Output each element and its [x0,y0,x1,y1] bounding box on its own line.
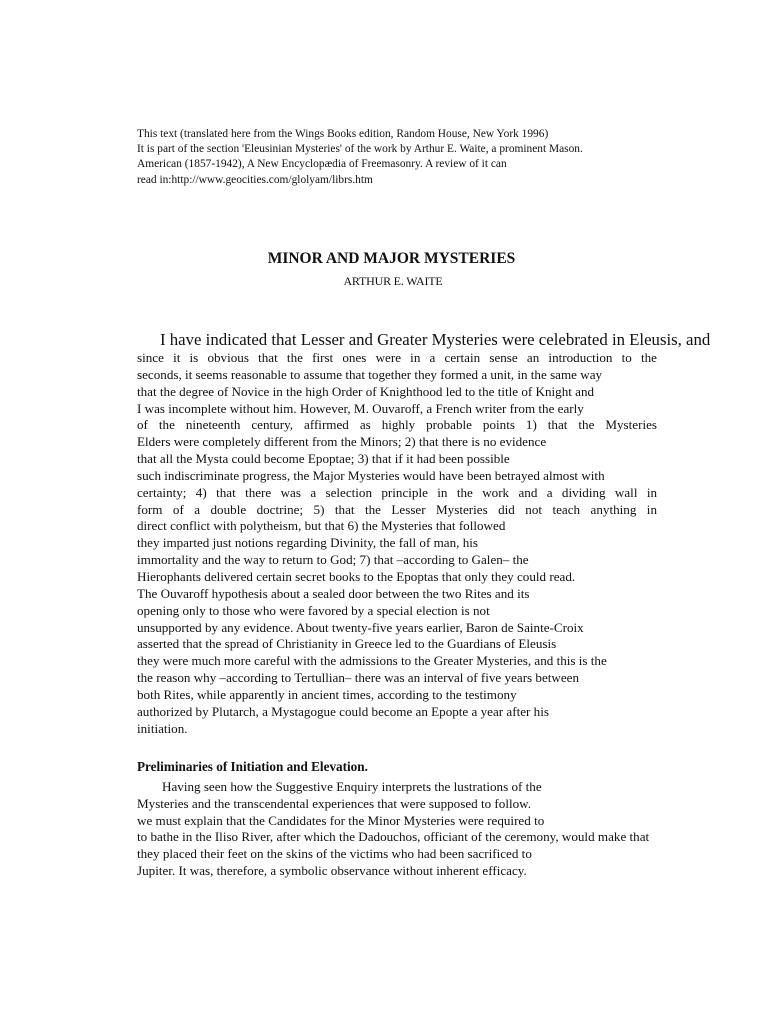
paragraph-2 [137,779,657,880]
opening-line: I have indicated that Lesser and Greater Mysteries were celebrated in Eleusis, and [160,330,711,349]
text-line: Having seen how the Suggestive Enquiry interprets the lustrations of the [162,779,542,794]
translation-note [137,127,657,188]
note-line: This text (translated here from the Wings Books edition, Random House, New York 1996) [137,128,549,140]
note-line: American (1857-1942), A New Encyclopædia of Freemasonry. A review of it can [137,158,507,171]
text-line: initiation. [137,720,188,736]
text-line: of the nineteenth century, affirmed as highly probable points 1) that the Mysteries [137,417,657,433]
text-line: form of a double doctrine; 5) that the Lesser Mysteries did not teach anything in [137,501,657,517]
section-heading: Preliminaries of Initiation and Elevation. [137,759,368,774]
text-line: certainty; 4) that there was a selection principle in the work and a dividing wall in [137,484,657,500]
text-line: they placed their feet on the skins of the victims who had been sacrificed to [137,846,532,862]
text-line: authorized by Plutarch, a Mystagogue could become an Epopte a year after his [137,703,549,719]
paragraph-1 [137,350,657,737]
text-line: immortality and the way to return to God; 7) that –according to Galen– the [137,552,529,568]
text-line: we must explain that the Candidates for the Minor Mysteries were required to [137,812,545,828]
text-line: both Rites, while apparently in ancient times, according to the testimony [137,686,517,702]
text-line: I was incomplete without him. However, M. Ouvaroff, a French writer from the early [137,400,584,416]
text-line: Mysteries and the transcendental experiences that were supposed to follow. [137,795,532,811]
text-line: they imparted just notions regarding Divinity, the fall of man, his [137,535,478,551]
text-line: The Ouvaroff hypothesis about a sealed door between the two Rites and its [137,585,530,601]
text-line: seconds, it seems reasonable to assume that together they formed a unit, in the same way [137,366,603,382]
text-line: direct conflict with polytheism, but that 6) the Mysteries that followed [137,518,506,534]
author-name: ARTHUR E. WAITE [343,274,443,288]
note-line: It is part of the section 'Eleusinian Mysteries' of the work by Arthur E. Waite, a prominent Mason. [137,143,583,156]
text-line: they were much more careful with the admissions to the Greater Mysteries, and this is the [137,653,607,669]
text-line: Elders were completely different from the Minors; 2) that there is no evidence [137,434,547,450]
text-line: that the degree of Novice in the high Order of Knighthood led to the title of Knight and [137,383,595,399]
text-line: Jupiter. It was, therefore, a symbolic observance without inherent efficacy. [137,862,527,878]
text-line: opening only to those who were favored by a special election is not [137,602,490,618]
text-line: since it is obvious that the first ones were in a certain sense an introduction to the [137,350,657,365]
text-line: to bathe in the Iliso River, after which the Dadouchos, officiant of the ceremony, would make that [137,829,650,845]
text-line: Hierophants delivered certain secret books to the Epoptas that only they could read. [137,568,576,584]
text-line: asserted that the spread of Christianity in Greece led to the Guardians of Eleusis [137,636,557,652]
text-line: that all the Mysta could become Epoptae; 3) that if it had been possible [137,451,510,467]
page-title: MINOR AND MAJOR MYSTERIES [267,250,516,267]
text-line: such indiscriminate progress, the Major Mysteries would have been betrayed almost with [137,467,605,483]
text-line: the reason why –according to Tertullian– there was an interval of five years between [137,670,580,686]
text-line: unsupported by any evidence. About twenty-five years earlier, Baron de Sainte-Croix [137,619,584,635]
note-line: read in:http://www.geocities.com/glolyam/librs.htm [137,173,373,186]
